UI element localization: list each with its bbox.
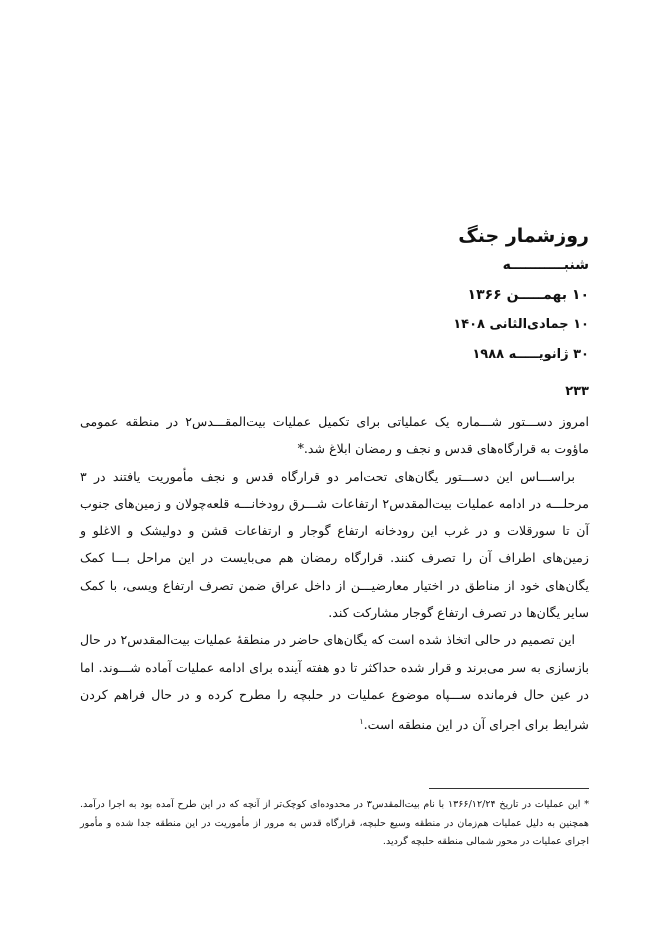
lunar-date: ۱۰ جمادی‌الثانی ۱۴۰۸ [453, 317, 589, 332]
body-text [80, 408, 589, 739]
weekday: شنبـــــــــــه [502, 257, 589, 273]
footnote-divider [429, 788, 589, 789]
solar-date: ۱۰ بهمـــــن ۱۳۶۶ [467, 287, 589, 303]
book-title: روزشمار جنگ [458, 225, 589, 247]
gregorian-date: ۳۰ ژانویـــــه ۱۹۸۸ [472, 347, 589, 362]
footnote: * این عملیات در تاریخ ۱۳۶۶/۱۲/۲۴ با نام بیت‌المقدس۳ در محدوده‌ای کوچک‌تر از آنچه که در این طرح آمده بود به اجرا درآمد. همچنین به دلیل عملیات هم‌زمان در منطقه وسیع حلبچه، قرارگاه قدس به مرور از مأموریت در این منطقه جدا شده و مأمور اجرای عملیات در محور شمالی منطقه حلبچه گردید. [80, 799, 589, 847]
paragraph: براســـاس این دســـتور یگان‌های تحت‌امر دو قرارگاه قدس و نجف مأموریت یافتند در ۳ مرحلـــه در ادامه عملیات بیت‌المقدس۲ ارتفاعات شـــرق رودخانـــه قلعه‌چولان و زمین‌های جنوب آن تا سورقلات و در غرب این رودخانه ارتفاع گوجار و ارتفاعات قشن و دولیشک و الاغلو و زمین‌های اطراف آن را تصرف کنند. قرارگاه رمضان هم می‌بایست در این مراحل بـــا کمک یگان‌های خود از مناطق در اختیار معارضیـــن از داخل عراق ضمن تصرف ارتفاع ویسی، با کمک سایر یگان‌ها در تصرف ارتفاع گوجار مشارکت کند. [80, 468, 589, 621]
chapter-header [289, 222, 589, 370]
note-reference: ۱ [359, 717, 364, 727]
entry-number: ۲۳۳ [565, 384, 589, 399]
paragraph [80, 626, 589, 738]
paragraph: امروز دســـتور شـــماره یک عملیاتی برای تکمیل عملیات بیت‌المقـــدس۲ در منطقه عمومی ماؤوت به قرارگاه‌های قدس و نجف و رمضان ابلاغ شد.* [80, 414, 589, 457]
paragraph-text: این تصمیم در حالی اتخاذ شده است که یگان‌های حاضر در منطقهٔ عملیات بیت‌المقدس۲ در حال بازسازی به سر می‌برند و قرار شده حداکثر تا دو هفته آینده برای ادامه عملیات آماده شـــوند. اما در عین حال فرمانده ســـپاه موضوع عملیات در حلبچه را مطرح کرده و در حال فراهم کردن شرایط برای اجرای آن در این منطقه است. [80, 632, 589, 733]
